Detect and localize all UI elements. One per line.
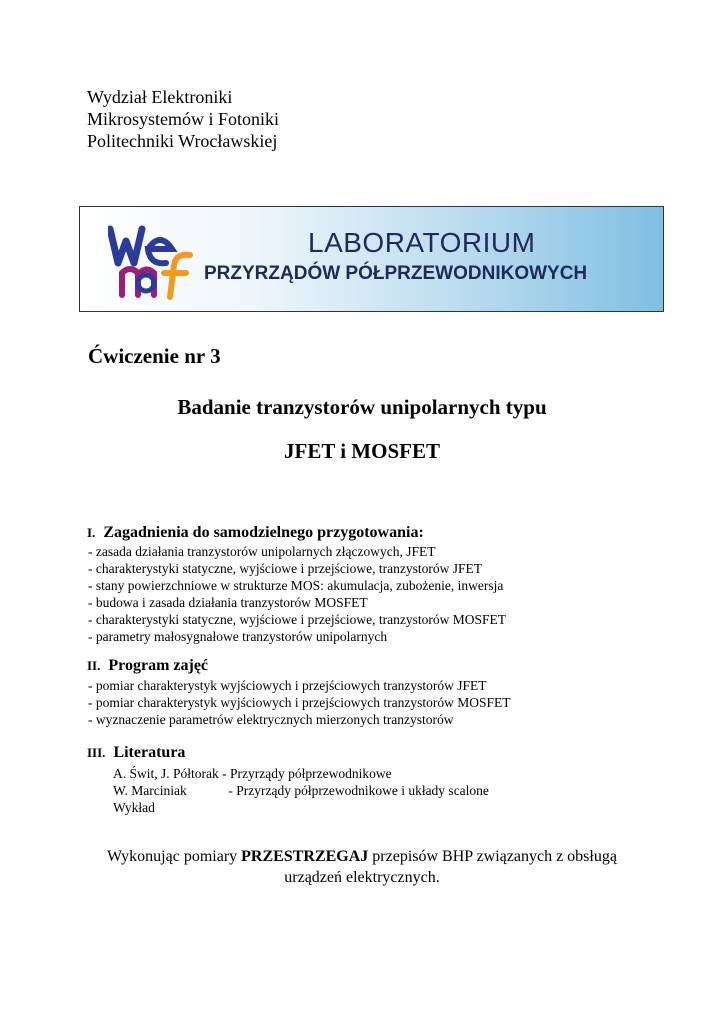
section-2-heading [87, 657, 208, 675]
literature-title: - Przyrządy półprzewodnikowe i układy scalone [228, 783, 489, 798]
safety-emphasis: PRZESTRZEGAJ [241, 848, 369, 865]
literature-author: A. Świt, J. Półtorak [113, 766, 219, 781]
exercise-number: Ćwiczenie nr 3 [88, 344, 221, 368]
safety-text: przepisów BHP związanych z obsługą [368, 848, 617, 865]
literature-item [113, 799, 489, 816]
wemf-logo [108, 225, 200, 301]
list-item: - zasada działania tranzystorów unipolarnych złączowych, JFET [88, 544, 436, 559]
section-3-title: Literatura [113, 744, 186, 761]
list-item: - wyznaczenie parametrów elektrycznych mierzonych tranzystorów [88, 712, 454, 727]
faculty-name [87, 86, 279, 152]
document-title-line-2: JFET i MOSFET [284, 439, 440, 463]
faculty-line-3: Politechniki Wrocławskiej [87, 131, 278, 151]
safety-notice-line-2: urządzeń elektrycznych. [284, 869, 440, 886]
list-item: - charakterystyki statyczne, wyjściowe i przejściowe, tranzystorów MOSFET [88, 612, 507, 627]
section-1-heading [87, 524, 424, 542]
literature-title: - Przyrządy półprzewodnikowe [222, 766, 392, 781]
banner-subtitle: PRZYRZĄDÓW PÓŁPRZEWODNIKOWYCH [204, 263, 588, 284]
banner-title: LABORATORIUM [308, 227, 536, 258]
literature-author: W. Marciniak [113, 783, 187, 798]
list-item: - parametry małosygnałowe tranzystorów unipolarnych [88, 629, 388, 644]
faculty-line-2: Mikrosystemów i Fotoniki [87, 109, 280, 129]
section-3-number: III. [87, 745, 106, 760]
list-item: - pomiar charakterystyk wyjściowych i przejściowych tranzystorów JFET [88, 678, 487, 693]
section-1-list [88, 543, 506, 645]
safety-notice-line-1 [0, 846, 724, 867]
list-item: - pomiar charakterystyk wyjściowych i przejściowych tranzystorów MOSFET [88, 695, 511, 710]
literature-item [113, 765, 489, 782]
list-item: - budowa i zasada działania tranzystorów MOSFET [88, 595, 368, 610]
faculty-line-1: Wydział Elektroniki [87, 87, 233, 107]
laboratory-banner [79, 206, 664, 312]
section-1-title: Zagadnienia do samodzielnego przygotowania: [103, 524, 424, 541]
document-title-line-1: Badanie tranzystorów unipolarnych typu [177, 395, 547, 419]
literature-item [113, 782, 489, 799]
safety-text: Wykonując pomiary [107, 848, 242, 865]
list-item: - charakterystyki statyczne, wyjściowe i przejściowe, tranzystorów JFET [88, 561, 482, 576]
section-3-heading [87, 744, 185, 762]
safety-notice [0, 846, 724, 888]
section-2-list [88, 677, 511, 728]
list-item: - stany powierzchniowe w strukturze MOS: akumulacja, zubożenie, inwersja [88, 578, 504, 593]
section-2-number: II. [87, 658, 101, 673]
section-1-number: I. [87, 525, 96, 540]
literature-list [113, 765, 489, 816]
literature-author: Wykład [113, 800, 155, 815]
section-2-title: Program zajęć [108, 657, 209, 674]
